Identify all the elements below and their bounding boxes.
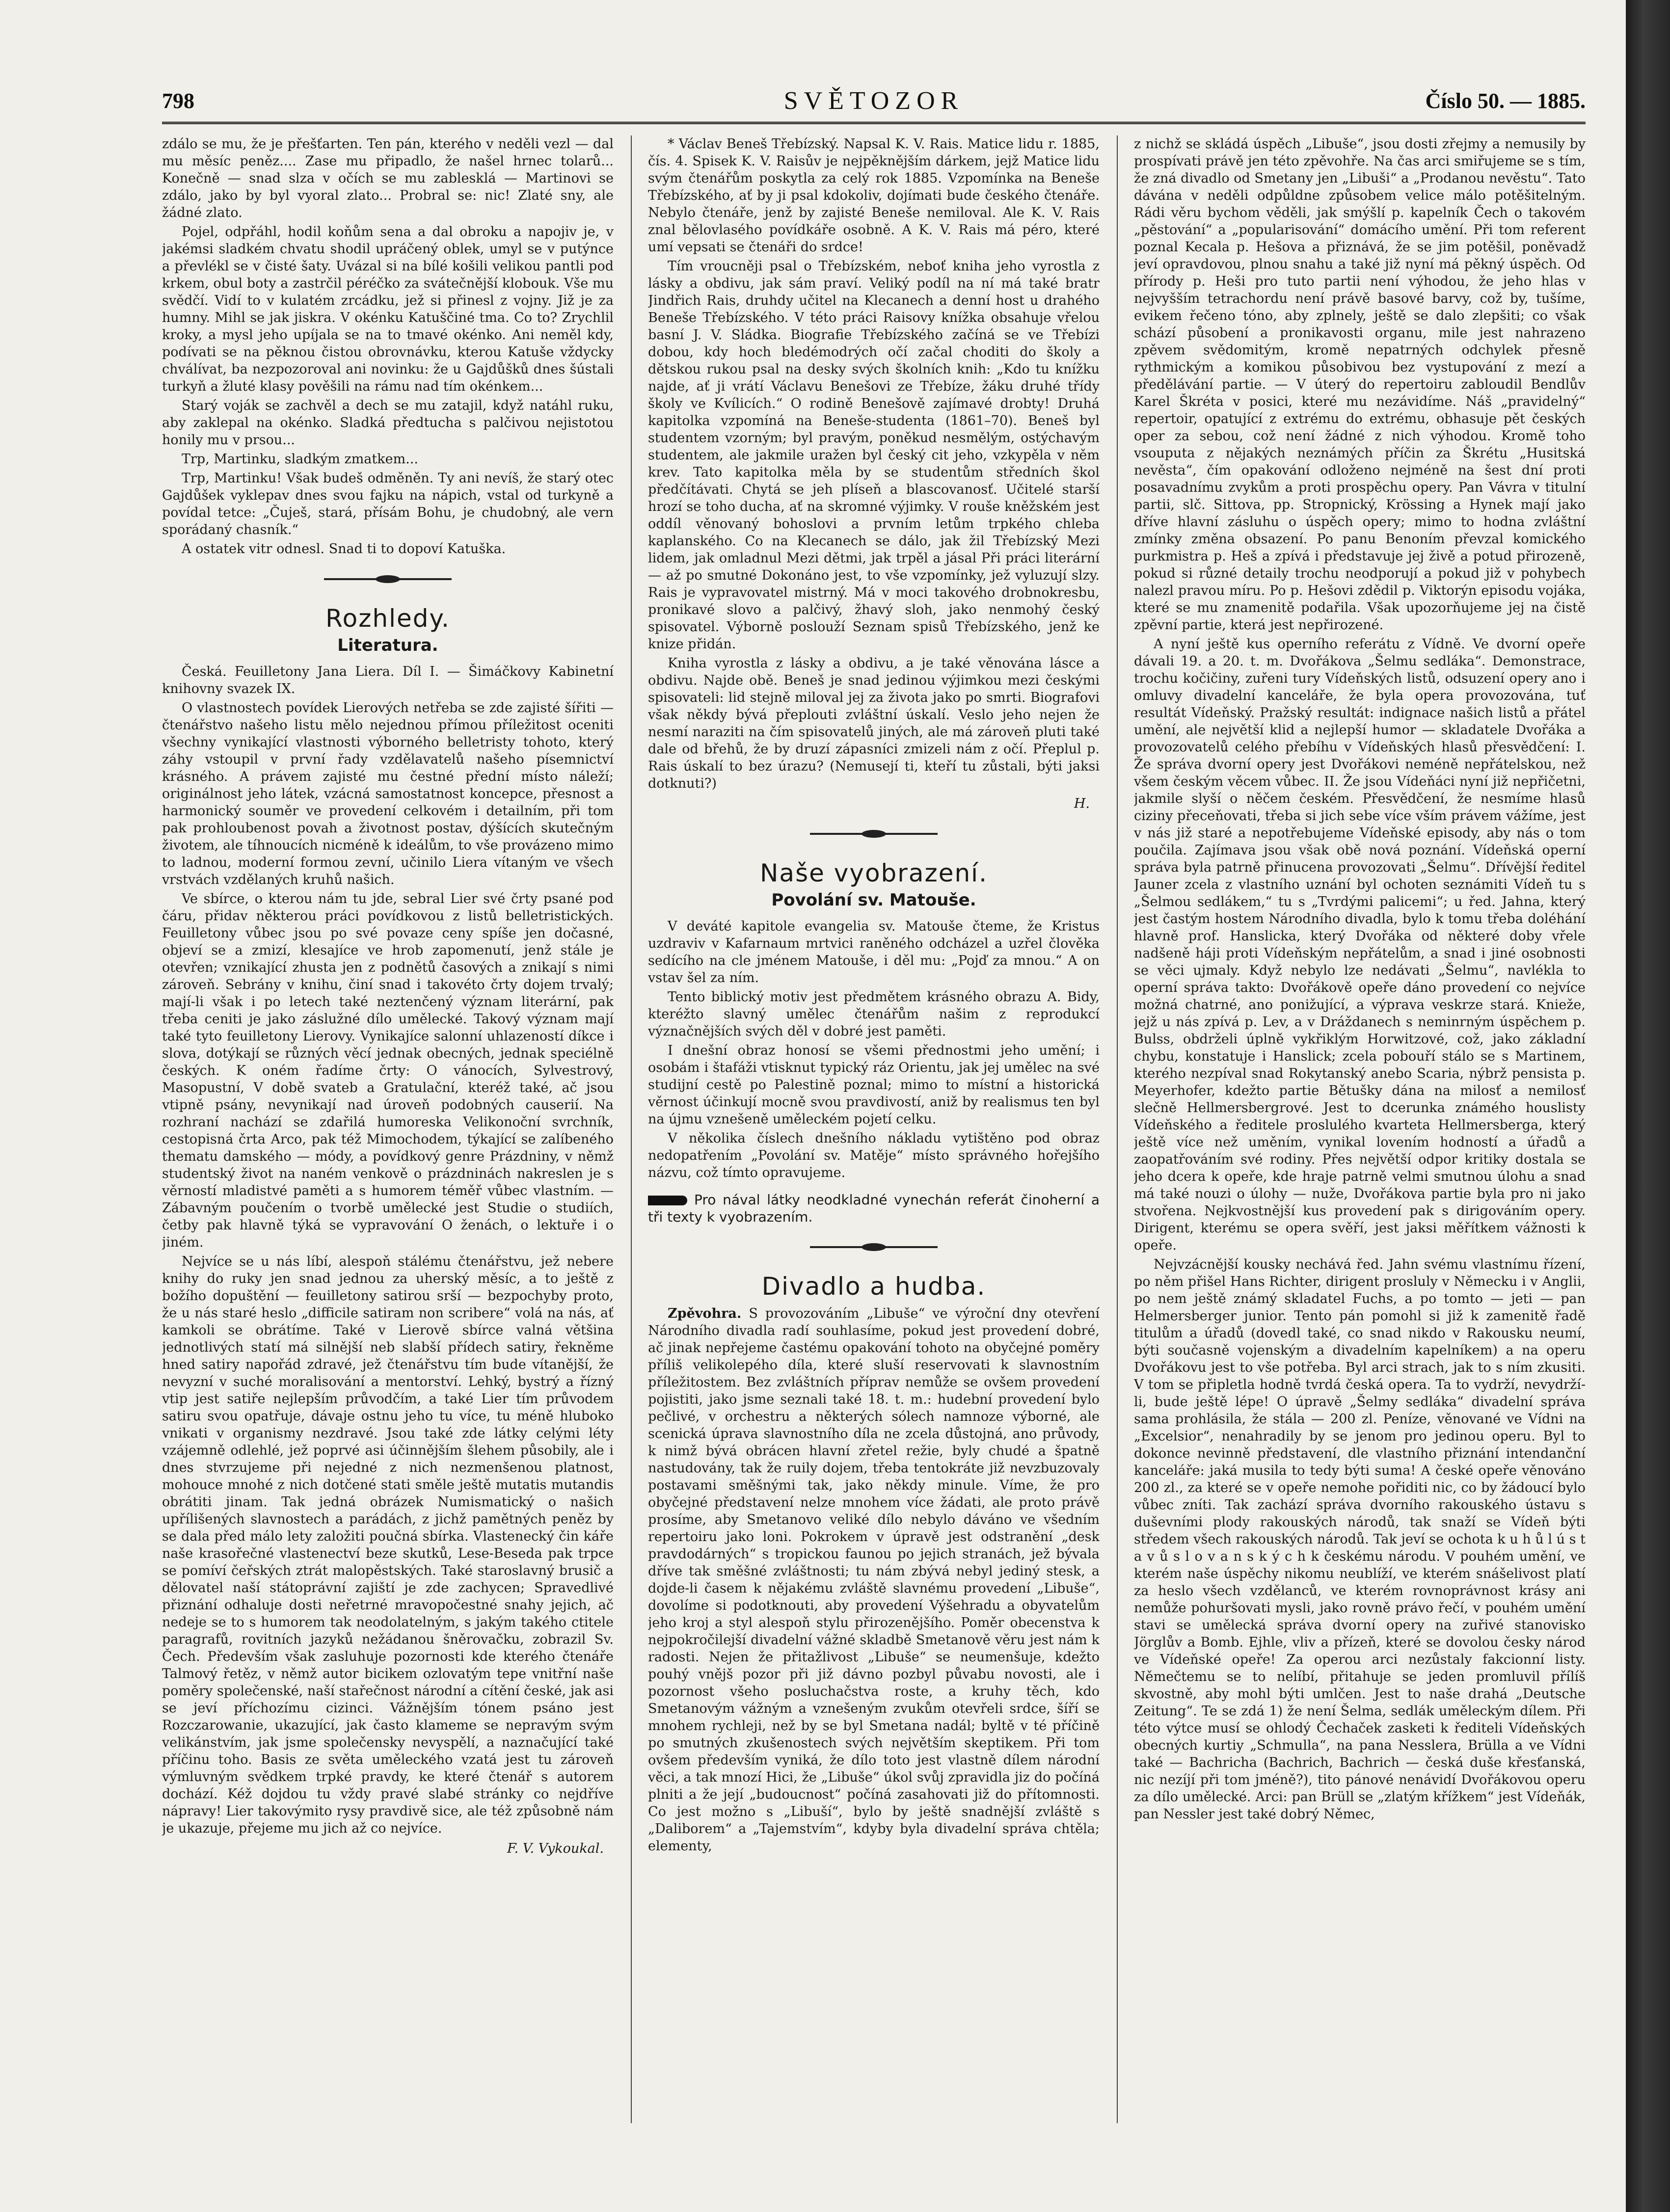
ornament-divider [648, 1237, 1100, 1257]
page-number: 798 [162, 89, 194, 113]
section-title-rozhledy: Rozhledy. [325, 604, 450, 633]
paragraph: Tím vroucněji psal o Třebízském, neboť kniha jeho vyrostla z lásky a obdivu, jak sám praví. Veliký podíl na ní má také bratr Jindřich Rais, druhdy učitel na Klecanech a denní host u drahého Beneše Třebízského. V této práci Raisovy knížka obsahuje vřelou basní J. V. Sládka. Biografie Třebízského začíná se ve Třebízi dobou, kdy hoch bledémodrých očí začal choditi do školy a dětskou rukou psal na desky svých školních knih: „Kdo tu knížku najde, ať ji vrátí Václavu Benešovi ze Třebíze, žáku druhé třídy školy ve Kvílicích.“ O rodině Benešově zajímavé drobty! Druhá kapitolka vzpomíná na Beneše-studenta (1861–70). Beneš byl studentem vzorným; byl pravým, poněkud nesmělým, ostýchavým studentem, ale jakmile uražen byl český cit jeho, vzkypěla v něm krev. Tato kapitolka měla by se studentům středních škol předčítávati. Chytá se jeh plíseň a blascovanosť. Učitelé starší hrozí se toho ducha, ať na skromné výjimky. V rouše kněžském jest oddíl věnovaný bohoslovi a prvním letům trpkého chleba kaplanského. Co na Klecanech se dálo, jak žil Třebízský Mezi lidem, jak omladnul Mezi dětmi, jak trpěl a jásal Při práci literární — až po smutné Dokonáno jest, to vše vzpomínky, jež vyluzují slzy. Rais je vypravovatel mistrný. Má v moci takového drobnokresbu, pronikavé slovo a palčivý, žhavý sloh, jako nenmohý český spisovatel. Výborně poslouží Seznam spisů Třebízského, jenž ke knize přidán. [648, 259, 1100, 652]
subsection-title-literatura: Literatura. [337, 636, 438, 655]
paragraph-text: S provozováním „Libuše“ ve výroční dny otevření Národního divadla radí souhlasíme, pokud jest provedení dobré, ač jinak nepřejeme častému opakování tohoto na obyčejné poměry příliš velikolepého díla, které sluší reservovati k slavnostním příležitostem. Bez zvláštních příprav nemůže se ovšem provedení pojistiti, jako jsme seznali také 18. t. m.: hudební provedení bylo pečlivé, v orchestru a některých sólech namnoze výborné, ale scenická úprava slavnostního díla ne zcela důstojná, ano průvody, k nimž bývá obrácen hlavní zřetel režie, byly chudé a špatně nastudovány, tak že ruily dojem, třeba tentokráte již nevzbuzovaly postavami směšnými tak, jako někdy minule. Víme, že pro obyčejné představení nelze mnohem více žádati, ale proto právě prosíme, aby Smetanovo veliké dílo nebylo dáváno ve všedním repertoiru jako loni. Pokrokem v úpravě jest odstranění „desk pravdodárných“ s tropickou faunou po jejich stranách, jež bývala dříve tak směšné zvláštnosti; tu nám zbývá nebyl jediný stesk, a dojde-li časem k nějakému zvláště slavnému provedení „Libuše“, dovolíme si podotknouti, aby provedení Výšehradu a obyvatelům jeho kroj a styl alespoň stylu přirozenějšího. Poměr obecenstva k nejpokročilejší divadelní vážné skladbě Smetanově věru jest nám k radosti. Nejen že přitažlivost „Libuše“ se neumenšuje, kdežto pouhý vnějš pozor při již dávno pozbyl půvabu novosti, ale i pozornost všeho posluchačstva roste, a kruhy těch, kdo Smetanovým vážným a vznešeným zvukům otevřeli srdce, šíří se mnohem rychleji, než by se byl Smetana nadál; byltě v té příčině po smutných zkušenostech svých největším skeptikem. Při tom ovšem především vyniká, že dílo toto jest vlastně dílem národní věci, a tak mnozí Hici, že „Libuše“ úkol svůj zpravidla jiz do počíná plniti a že její „budoucnost“ počíná zasahovati již do přítomnosti. Co jest možno s „Libuší“, bylo by ještě snadnější zvláště s „Daliborem“ a „Tajemstvím“, kdyby byla divadelní správa chtěla; elementy, [648, 1306, 1100, 1854]
paragraph: A nyní ještě kus operního referátu z Vídně. Ve dvorní opeře dávali 19. a 20. t. m. Dvořákova „Šelmu sedláka“. Demonstrace, trochu kočičiny, zuřeni tury Vídeňských listů, odsuzení opery ano i omluvy divadelní kanceláře, že byla opera provozována, tuť resultát Vídeňský. Pražský resultát: indignace našich listů a přátel umění, ale největší klid a nejlepší humor — skladatele Dvořáka a provozovatelů celého přebíhu v Vídeňských hlasů přesvědčení: I. Že správa dvorní opery jest Dvořákovi neméně nepřátelskou, než všem českým věcem vůbec. II. Že jsou Vídeňáci nyní již nepřičetni, jakmile slyší o něčem českém. Přesvědčení, že nesmíme hlasů ciziny přeceňovati, třeba si jich sebe více vším právem vážíme, jest v nás již staré a nepotřebujeme Vídeňské episody, aby nás o tom poučila. Zajímava jsou však obě nová poznání. Vídeňská operní správa byla patrně přinucena provozovati „Šelmu“. Dřívější ředitel Jauner zcela z vlastního uznání byl ochoten seznámiti Vídeň tu s „Šelmou sedlákem,“ tu s „Tvrdými palicemi“; u řed. Jahna, který jest častým hostem Národního divadla, bylo k tomu třeba doléhání hlavně prof. Hanslicka, který Dvořáka od některé doby vřele nadšeně háji proti Vídeňským nepřátelům, a snad i jiné osobnosti se věci ujmaly. Když nebylo lze nedávati „Šelmu“, navlékla to operní správa takto: Dvořákově opeře dáno provedení co nejvíce možná chatrné, ano ponižující, a výprava veskrze stará. Knieže, jejž u nás zpívá p. Lev, a v Dráždanech s neminrným úspěchem p. Bulss, obdrželi úplně vykřiklým Horwitzové, což, jako základní chybu, konstatuje i Hanslick; zcela pobouří stálo se s Martinem, kterého nezpíval snad Rokytanský anebo Scaria, nýbrž pensista p. Meyerhofer, kdežto partie Bětušky dána na milosť a nemilosť slečně Hellmersbergrové. Jest to dcerunka známého houslisty Vídeňského a ředitele proslulého kvarteta Hellmersberga, který ještě více než uměním, vynikal lovením hodností a úřadů a zaopatřováním své rodiny. Přes největší odpor kritiky dostala se jeho dcera k opeře, kde hraje patrně velmi smutnou úlohu a snad má také nouzi o úlohy — nuže, Dvořákova partie byla pro ni jako stvořena. Nejkvostnější kus provedení pak s dirigováním opery. Dirigent, kterému se opera svěří, jest jaksi měřítkem vážnosti k opeře. [1134, 637, 1586, 1253]
notice-text: Pro nával látky neodkladné vynechán referát činoherní a tři texty k vyobrazením. [648, 1192, 1100, 1225]
author-signature: H. [1074, 796, 1090, 811]
masthead-title: SVĚTOZOR [783, 87, 964, 115]
paragraph: Nejvíce se u nás líbí, alespoň stálému čtenářstvu, jež nebere knihy do ruky jen snad jednou za uherský měsíc, a to ještě z božího dopuštění — feuilletony satirou srší — bezpochyby proto, že u nás staré heslo „difficile satiram non scribere“ volá na nás, ať kamkoli se obrátíme. Také v Lierově sbírce valná většina jednotlivých statí má silnější neb slabší přídech satiry, řekněme hned satiry napořád zdravé, jež čtenářstvu tím bude vítanější, že nevyzní v suché moralisování a mentorství. Lehký, bystrý a řízný vtip jest satiře nejlepším průvodčím, a také Lier tím průvodem satiru svou opatřuje, dávaje ostnu jeho tu více, tu méně hluboko vnikati v organismy nezdravé. Jsou také zde látky celými léty vzájemně odlehlé, jež poprvé asi účinnějším šlehem působily, ale i dnes stvrzujeme při nejedné z nich nezmenšenou platnost, mohouce mnohé z nich dotčené stati směle ještě mutatis mutandis obrátiti jinam. Tak jedná obrázek Numismatický o našich upřílišených slavnostech a parádách, z jichž pamětných peněz by se dala před málo lety založiti poučná sbírka. Vlastenecký čin káře naše krasořečné vlastenectví beze skutků, Lese-Beseda pak trpce se pomíví čeřských ztrát malopěstských. Také staroslavný brusič a dělovatel naší státoprávní zajiští je zde zachycen; Spravedlivé přiznání odhaluje dosti neřetrné mravopočestné snahy jejich, ač nedeje se to s humorem tak neodolatelným, s jakým takého ctitele paragrafů, rovitních jazyků nežádanou šněrovačku, zobrazil Sv. Čech. Především však zasluhuje pozornosti kde kterého čtenáře Talmový řetěz, v němž autor bicikem ozlovatým tepe vnitřní naše poměry společenské, naší stařečnost národní a cítění české, jak asi se jeví příchozímu cizinci. Vážnějším tónem psáno jest Rozczarowanie, ukazující, jak často klameme se nepravým svým velikánstvím, jak jsme společensky nevyspělí, a naznačující také příčinu toho. Basis ze světa uměleckého vzatá jest tu zároveň výmluvným svědkem trpké pravdy, ke které čtenář s autorem dochází. Kéž dojdou tu vždy pravé slabé stránky co nejdříve nápravy! Lier takovýmito rysy pravdivě sice, ale též způsobně nám je ukazuje, přejeme mu jich až co nejvíce. [162, 1254, 614, 1836]
paragraph: Pojel, odpřáhl, hodil koňům sena a dal obroku a napojiv je, v jakémsi sladkém chvatu shodil upráčený oblek, umyl se v putýnce a převlékl se v čisté šaty. Uvázal si na bílé košili velikou pantli pod krkem, obul boty a zastrčil péréčko za svátečnější klobouk. Vše mu svědčí. Vidí to v kulatém zrcádku, jež si přinesl z vojny. Již je za humny. Mihl se jak jiskra. V okénku Katuščiné tma. Co to? Zrychlil kroky, a mysl jeho upíjala se na to tmavé okénko. Ani neměl kdy, podívati se na pěknou čistou obrovnávku, kterou Katuše vždycky chválívat, ba nezpozoroval ani novinku: že u Gajdůšků dnes šústali turkyň a žluté klasy pověšili na rámu nad tím okénkem... [162, 224, 614, 394]
paragraph [648, 1305, 1100, 1855]
literature-lead: Česká. Feuilletony Jana Liera. Díl I. — Šimáčkovy Kabinetní knihovny svazek IX. [162, 664, 614, 696]
issue-label: Číslo 50. — 1885. [1425, 89, 1586, 113]
paragraph: I dnešní obraz honosí se všemi přednostmi jeho umění; i osobám i štafáži vtisknut typický ráz Orientu, jak jej umělec na své studijní cestě po Palestině poznal; mimo to místní a historická věrnost účinkují mocně svou pravdivostí, aniž by realismus ten byl na újmu vznešeně uměleckém pojetí celku. [648, 1043, 1100, 1127]
section-title-divadlo: Divadlo a hudba. [761, 1272, 986, 1301]
column-2 [648, 135, 1100, 2123]
paragraph: Nejvzácnější kousky nechává řed. Jahn svému vlastnímu řízení, po něm přišel Hans Richter, dirigent prosluly v Německu i v Anglii, po nem ještě známý skladatel Fuchs, a po tomto — jeti — pan Helmersberger junior. Tento pán pomohl si již k zamenitě řadě titulům a úřadů (dovedl také, co snad nikdo v Rakousku neumí, býti současně vojenským a divadelním kapelníkem) a na operu Dvořákovu jest to vše potřeba. Byl arci strach, jak to s ním zkusiti. V tom se připletla hodně tvrdá česká opera. Ta to vydrží, nevydrží-li, bude ještě lépe! O úpravě „Šelmy sedláka“ divadelní správa sama prohlásila, že stála — 200 zl. Peníze, věnované ve Vídni na „Excelsior“, nenahradily by se jenom pro jedinou operu. Byl to dokonce nevinně představení, dle vlastního přiznání intendanční kanceláře: jaká musila to tedy býti suma! A české opeře věnováno 200 zl., za které se v opeře nemohe pořiditi nic, co by žádoucí bylo vůbec zníti. Tak zachází správa dvorního rakouského ústavu s duševními plody rakouských národů, tak snaží se Vídeň býti středem všech rakouských národů. Tak jeví se ochota k u h ů l ú s t a v ů s l o v a n s k ý c h k českému národu. V pouhém umění, ve kterém naše úspěchy nikomu neublíží, ve kterém snášelivost platí za heslo všech vzdělanců, ve kterém rovnoprávnost krásy ani nemůže pohuršovati mysli, jako rovně právo řečí, v pouhém umění stavi se umělecká správa dvorní opery na zuřivé stanovisko Jörglův a Bomb. Ejhle, vliv a přízeň, které se dovolou česky národ ve Vídeňské opeře! Za operou arci nezůstaly fakcionní listy. Němečtemu se to nelíbí, přitahuje se jeden promluvil přílíš skvostně, aby mohl býti umlčen. Jest to naše drahá „Deutsche Zeitung“. Te se zdá 1) že není Šelma, sedlák uměleckým dílem. Při této výtce musí se ohlodý Čechaček zasketi k řediteli Vídeňských obecných kurtiy „Schmulla“, na pana Nesslera, Brülla a ve Vídni také — Bachricha (Bachrich, Bachrich — česká duše křesťanská, nic nezíjí při tom jméně?), tito pánové nenávidí Dvořákovou operu za dílo umělecké. Arci: pan Brüll se „zlatým křížkem“ jest Vídeňák, pan Nessler jest také dobrý Němec, [1134, 1257, 1586, 1822]
subsection-title-povolani: Povolání sv. Matouše. [771, 890, 976, 910]
theatre-lead: Zpěvohra. [668, 1306, 742, 1321]
column-divider [631, 135, 632, 2123]
column-3 [1134, 135, 1586, 2123]
paragraph: zdálo se mu, že je přešťarten. Ten pán, kterého v neděli vezl — dal mu měsíc peněz.... Zase mu připadlo, že našel hrnec tolarů... Konečně — snad slza v očích se mu zablesklá — Martinovi se zdálo, jako by byl vyoral zlato... Probral se: nic! Zlaté sny, ale žádné zlato. [162, 136, 614, 220]
author-signature: F. V. Vykoukal. [507, 1841, 604, 1856]
paragraph: Trp, Martinku, sladkým zmatkem... [182, 452, 418, 467]
paragraph: * Václav Beneš Třebízský. Napsal K. V. Rais. Matice lidu r. 1885, čís. 4. Spisek K. V. Raisův je nejpěknějším dárkem, jejž Matice lidu svým čtenářům poskytla za celý rok 1885. Vzpomínka na Beneše Třebízského, ať by ji psal kdokoliv, dojímati bude českého čtenáře. Nebylo čtenáře, jenž by zajisté Beneše nemiloval. Ale K. V. Rais znal bělovlasého povídkáře osobně. A K. V. Rais má péro, které umí vepsati se čtenáři do srdce! [648, 136, 1100, 255]
ornament-divider [648, 824, 1100, 844]
paragraph: Starý voják se zachvěl a dech se mu zatajil, když natáhl ruku, aby zaklepal na okénko. Sladká předtucha s palčivou nejistotou honily mu v prsou... [162, 398, 614, 448]
header-rule [162, 122, 1586, 124]
paragraph: O vlastnostech povídek Lierových netřeba se zde zajisté šířiti — čtenářstvo našeho listu mělo nejednou přímou příležitost oceniti všechny vynikající vlastnosti výborného belletristy tohoto, který záhy vstoupil v první řady vzdělavatelů našeho písemnictví krásného. A právem zajisté mu čestné přední místo náleží; originálnost jeho látek, vzácná samostatnost koncepce, přesnost a harmonický souměr ve provedení celkovém i detailním, při tom pak prohloubenost povah a životnost postav, dýšících skutečným životem, ale tíhnoucích nicméně k ideálům, to vše provázeno mimo to ladnou, moderní formou zevní, učinilo Liera vítaným ve všech vrstvách vzdělaných kruhů našich. [162, 700, 614, 887]
paragraph: Trp, Martinku! Však budeš odměněn. Ty ani nevíš, že starý otec Gajdůšek vyklepav dnes svou fajku na nápich, vstal od turkyně a povídal tetce: „Čuješ, stará, přísám Bohu, je chudobný, ale vern sporádaný chasník.“ [162, 471, 614, 537]
paragraph: Ve sbírce, o kterou nám tu jde, sebral Lier své črty psané pod čáru, přidav některou práci povídkovou z listů belletristických. Feuilletony vůbec jsou po své povaze ceny spíše jen dočasné, objeví se a zmizí, klesajíce ve hrob zapomenutí, jenž stále je otevřen; vznikající zhusta jen z podnětů časových a znikají s nimi zároveň. Sebrány v knihu, činí snad i takovéto črty dojem trvalý; mají-li však i po letech také neztenčený význam literární, pak třeba ceniti je jako záslužné dílo umělecké. Takový význam mají také tyto feuilletony Lierovy. Vynikajíce salonní uhlazeností díkce i slova, dotýkají se různých věcí jednak obecných, jednak speciélně českých. K oném řadíme črty: O vánocích, Sylvestrový, Masopustní, V době svateb a Gratulační, kteréž také, ač jsou vtipně psány, nevynikají nad úroveň podobných causerií. Na rozhraní nachází se zdařilá humoreska Velikonoční svrchník, cestopisná črta Arco, pak též Mimochodem, týkající se zalíbeného thematu damského — módy, a povídkový genre Prázdniny, v němž studentský život na naném venkově o prázdninách nakreslen je s věrností mladistvé paměti a s humorem téměř vůbec vlastním. — Zábavným poučením o tvorbě umělecké jest Studie o studiích, četby pak hlavně týká se vypravování O ženách, o lektuře i o jiném. [162, 891, 614, 1250]
scan-edge [1626, 0, 1670, 2212]
ornament-divider [162, 569, 614, 589]
paragraph: Kniha vyrostla z lásky a obdivu, a je také věnována lásce a obdivu. Najde obě. Beneš je snad jedinou výjimkou mezi českými spisovateli: lid stejně miloval jej za života jako po smrti. Biografovi však někdy bývá přeplouti zvláštní úskalí. Veslo jeho nejen že nesmí naraziti na čím spisovatelů jiných, ale má zároveň pluti také dale od břehů, že by druzí zápasníci zmizeli nám z očí. Přeplul p. Rais úskalí to bez úrazu? (Nemusejí ti, kteří tu zůstali, býti jaksi dotknuti?) [648, 656, 1100, 791]
column-divider [1117, 135, 1118, 2123]
paragraph: V několika číslech dnešního nákladu vytištěno pod obraz nedopatřením „Povolání sv. Matěje“ místo správného hořejšího názvu, což tímto opravujeme. [648, 1131, 1100, 1180]
section-title-nase-vyobrazeni: Naše vyobrazení. [760, 859, 988, 887]
pointing-hand-icon [648, 1196, 687, 1205]
page-header [162, 83, 1586, 123]
editorial-notice [648, 1191, 1100, 1226]
paragraph: V deváté kapitole evangelia sv. Matouše čteme, že Kristus uzdraviv v Kafarnaum mrtvici raněného odcházel a uzřel člověka sedícího na cle jménem Matouše, i děl mu: „Pojď za mnou.“ A on vstav šel za ním. [648, 919, 1100, 986]
paragraph: A ostatek vitr odnesl. Snad ti to dopoví Katuška. [182, 541, 506, 557]
paragraph: Tento biblický motiv jest předmětem krásného obrazu A. Bidy, kteréžto slavný umělec čtenářům našim z reprodukcí význačnějších svých děl v dobré jest paměti. [648, 989, 1100, 1039]
paragraph: z nichž se skládá úspěch „Libuše“, jsou dosti zřejmy a nemusily by prospívati právě jen této zpěvohře. Na čas arci smiřujeme se s tím, že zná divadlo od Smetany jen „Libuši“ a „Prodanou nevěstu“. Tato dávána v neděli odpůldne způsobem velice málo potěšitelným. Rádi věru bychom věděli, jak smýšlí p. kapelník Čech o takovém „pěstování“ a „popularisování“ domácího umění. Při tom referent poznal Kecala p. Hešova a přiznává, že se jim potěšil, poněvadž jeví opravdovou, plnou snahu a také již nyní má pěkný úspěch. Od přírody p. Heši pro tuto partii není výhodou, že jeho hlas v nejvyšším tetrachordu není právě basové barvy, což by, tušíme, evikem řečeno tóno, aby zplnely, ještě se dalo zlepšiti; co však schází působení a pronikavosti organu, mile jest nahrazeno zpěvem svědomitým, kromě nepatrných odchylek přesně rythmickým a komikou působivou bez vystupování z mezí a předělávání partie. — V úterý do repertoiru zabloudil Bendlův Karel Škréta v posici, které mu nezávidíme. Náš „pravidelný“ repertoir, opatující z extrému do extrému, obhasuje pět českých oper za sebou, což není žádné z nich výhodou. Kromě toho vsouputa z nějakých neznámých příčin za Škrétu „Husitská nevěsta“, čím opakování odloženo nejméně na šest dní proti posavadnímu zvykům a proti prospěchu opery. Pan Vávra v titulní partii, slč. Sittova, pp. Stropnický, Krössing a Hynek mají jako dříve hlavní zásluhu o úspěch opery; mimo to hodna zvláštní zmínky změna obsazení. Po panu Benoním převzal komického purkmistra p. Heš a zpívá i představuje jej živě a potud přirozeně, pokud si různé detaily trochu neodporují a pokud již v pohybech nalezl pravou míru. Po p. Hešovi zdědil p. Viktorýn episodu vojáka, které se mu znamenitě podařila. Však upozorňujeme jej na čistě zpěvní partie, která jest nepřirozené. [1134, 136, 1586, 633]
column-1 [162, 135, 614, 2123]
